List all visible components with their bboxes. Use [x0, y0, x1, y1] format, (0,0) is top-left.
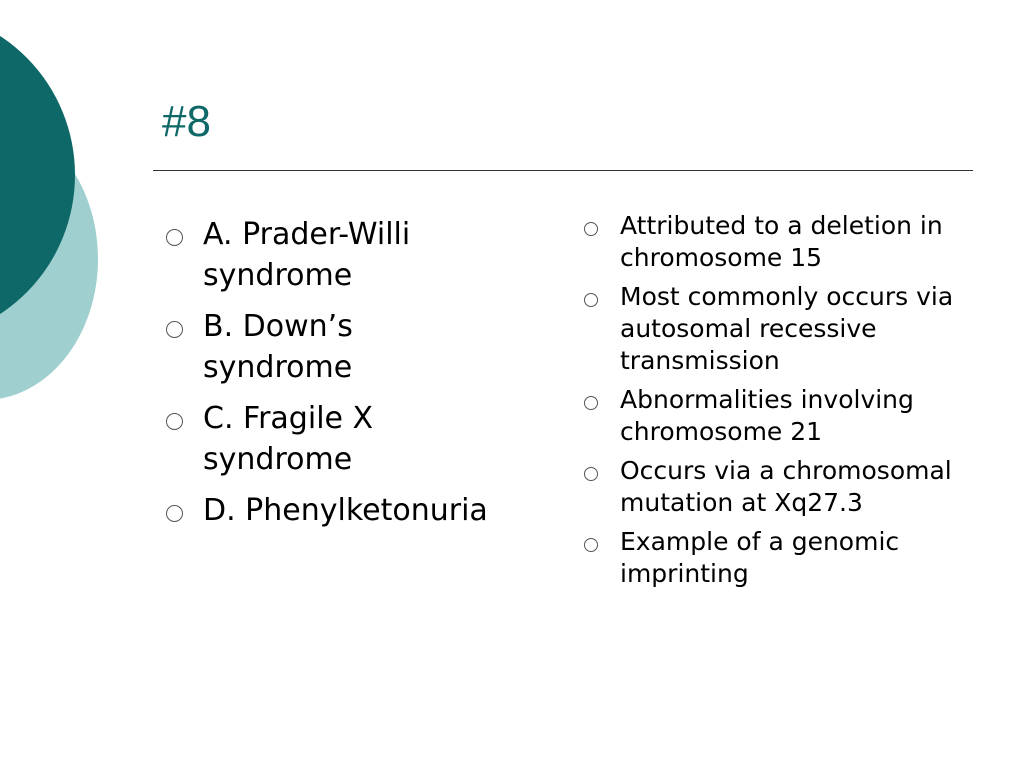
- list-item: [162, 398, 502, 480]
- list-item: [162, 490, 502, 531]
- statement-text: Occurs via a chromosomal mutation at Xq27.3: [620, 456, 952, 517]
- hollow-circle-bullet-icon: [584, 293, 598, 307]
- list-item: [582, 210, 982, 274]
- hollow-circle-bullet-icon: [584, 538, 598, 552]
- list-item: [582, 455, 982, 519]
- hollow-circle-bullet-icon: [166, 413, 183, 430]
- answer-options-list: [162, 214, 502, 541]
- statement-text: Most commonly occurs via autosomal recessive transmission: [620, 282, 954, 375]
- list-item: [582, 384, 982, 448]
- hollow-circle-bullet-icon: [584, 467, 598, 481]
- statements-list: [582, 210, 982, 597]
- hollow-circle-bullet-icon: [166, 229, 183, 246]
- hollow-circle-bullet-icon: [584, 222, 598, 236]
- title-divider: [153, 170, 973, 171]
- option-label: D. Phenylketonuria: [203, 493, 488, 528]
- slide-title: #8: [162, 97, 211, 146]
- hollow-circle-bullet-icon: [166, 321, 183, 338]
- statement-text: Abnormalities involving chromosome 21: [620, 385, 914, 446]
- hollow-circle-bullet-icon: [166, 505, 183, 522]
- statement-text: Example of a genomic imprinting: [620, 527, 900, 588]
- list-item: [162, 214, 502, 296]
- option-label: C. Fragile X syndrome: [203, 401, 374, 477]
- list-item: [582, 281, 982, 377]
- statement-text: Attributed to a deletion in chromosome 15: [620, 211, 943, 272]
- hollow-circle-bullet-icon: [584, 396, 598, 410]
- option-label: A. Prader-Willi syndrome: [203, 217, 411, 293]
- list-item: [582, 526, 982, 590]
- list-item: [162, 306, 502, 388]
- option-label: B. Down’s syndrome: [203, 309, 353, 385]
